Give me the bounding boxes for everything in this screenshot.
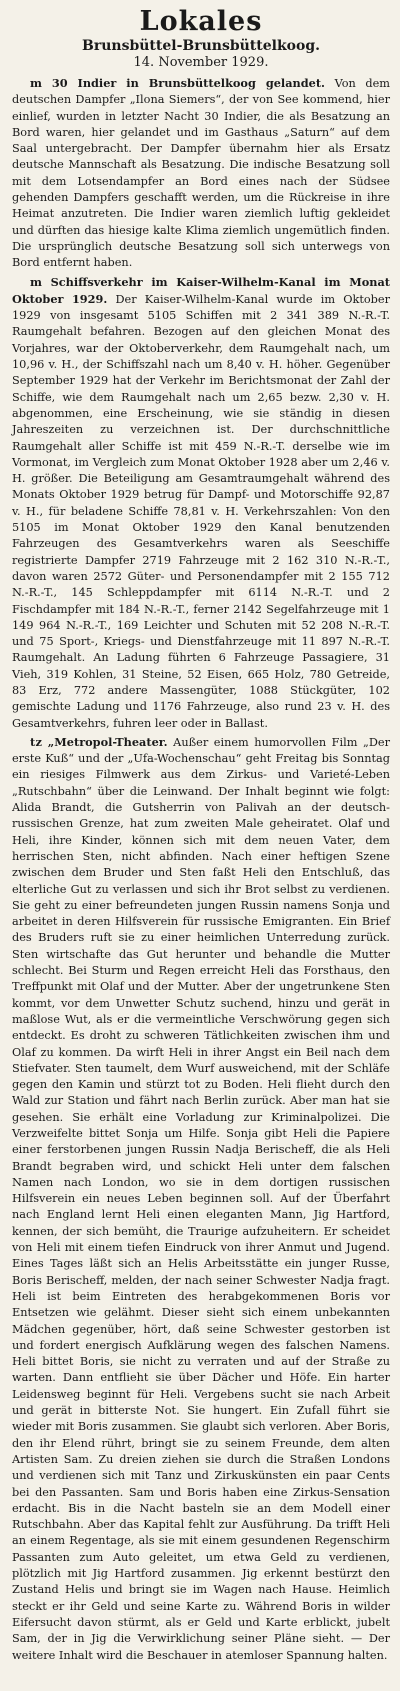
article-body: Der Kaiser-Wilhelm-Kanal wurde im Oktober 1929 von insgesamt 5105 Schiffen mit 2 341 389 N.-R.-T. Raumgehalt befahren. Bezogen auf den gleichen Monat des Vorjahres, war der Oktoberverkehr, dem Raumgehalt nach, um 10,96 v. H., der Schiffszahl nach um 8,40 v. H. höher. Gegenüber September 1929 hat der Verkehr im Berichtsmonat der Zahl der Schiffe, wie dem Raumgehalt nach um 2,65 bezw. 2,30 v. H. abgenommen, eine Erscheinung, wie sie ständig in diesen Jahreszeiten zu verzeichnen ist. Der durchschnittliche Raumgehalt aller Schiffe ist mit 459 N.-R.-T. derselbe wie im Vormonat, im Vergleich zum Monat Oktober 1928 aber um 2,46 v. H. größer. Die Beteiligung am Gesamtraumgehalt während des Monats Oktober 1929 betrug für Dampf- und Motorschiffe 92,87 v. H., für beladene Schiffe 78,81 v. H. Verkehrszahlen: Von den 5105 im Monat Oktober 1929 den Kanal benutzenden Fahrzeugen des Gesamtverkehrs waren als Seeschiffe registrierte Dampfer 2719 Fahrzeuge mit 2 162 310 N.-R.-T., davon waren 2572 Güter- und Personendampfer mit 2 155 712 N.-R.-T., 145 Schleppdampfer mit 6114 N.-R.-T. und 2 Fischdampfer mit 184 N.-R.-T., ferner 2142 Segelfahrzeuge mit 1 149 964 N.-R.-T., 169 Leichter und Schuten mit 52 208 N.-R.-T. und 75 Sport-, Kriegs- und Dienstfahrzeuge mit 11 897 N.-R.-T. Raumgehalt. An Ladung führten 6 Fahrzeuge Passagiere, 31 Vieh, 319 Kohlen, 31 Steine, 52 Eisen, 665 Holz, 780 Getreide, 83 Erz, 772 andere Massengüter, 1088 Stückgüter, 102 gemischte Ladung und 1176 Fahrzeuge, also rund 23 v. H. des Gesamtverkehrs, fuhren leer oder in Ballast. xyxy=(12,292,390,730)
issue-date: 14. November 1929. xyxy=(133,55,269,70)
article-marker: tz xyxy=(30,734,43,749)
article-marker: m xyxy=(30,76,43,90)
article-marker: m xyxy=(30,274,43,289)
article-metropol-theater xyxy=(12,734,390,1664)
article-body: Außer einem humorvollen Film „Der erste Kuß“ und der „Ufa-Wochenschau“ geht Freitag bis Sonntag ein riesiges Filmwerk aus dem Zirkus- und Varieté-Leben „Rutschbahn“ über die Leinwand. Der Inhalt beginnt wie folgt: Alida Brandt, die Gutsherrin von Palivah an der deutsch-russischen Grenze, hat zum zweiten Male geheiratet. Olaf und Heli, ihre Kinder, können sich mit dem neuen Vater, dem herrischen Sten, nicht abfinden. Nach einer heftigen Szene zwischen dem Bruder und Sten faßt Heli den Entschluß, das elterliche Gut zu verlassen und sich ihr Brot selbst zu verdienen. Sie geht zu einer befreundeten jungen Russin namens Sonja und arbeitet in deren Hilfsverein für russische Emigranten. Ein Brief des Bruders ruft sie zu einer heimlichen Unterredung zurück. Sten wirtschafte das Gut herunter und behandle die Mutter schlecht. Bei Sturm und Regen erreicht Heli das Forsthaus, den Treffpunkt mit Olaf und der Mutter. Aber der ungetrunkene Sten kommt, vor dem Unwetter Schutz suchend, hinzu und gerät in maßlose Wut, als er die vermeintliche Verschwörung gegen sich entdeckt. Es droht zu schweren Tätlichkeiten zwischen ihm und Olaf zu kommen. Da wirft Heli in ihrer Angst ein Beil nach dem Stiefvater. Sten taumelt, dem Wurf ausweichend, mit der Schläfe gegen den Kamin und stürzt tot zu Boden. Heli flieht durch den Wald zur Station und fährt nach Berlin zurück. Aber man hat sie gesehen. Sie erhält eine Vorladung zur Kriminalpolizei. Die Verzweifelte bittet Sonja um Hilfe. Sonja gibt Heli die Papiere einer ferstorbenen jungen Russin Nadja Berischeff, die als Heli Brandt begraben wird, und schickt Heli unter dem falschen Namen nach London, wo sie in dem dortigen russischen Hilfsverein ein neues Leben beginnen soll. Auf der Überfahrt nach England lernt Heli einen eleganten Mann, Jig Hartford, kennen, der sich bemüht, die Traurige aufzuheitern. Er scheidet von Heli mit einem tiefen Eindruck von ihrer Anmut und Jugend. Eines Tages läßt sich an Helis Arbeitsstätte ein junger Russe, Boris Berischeff, melden, der nach seiner Schwester Nadja fragt. Heli ist beim Eintreten des herabgekommenen Boris vor Entsetzen wie gelähmt. Dieser sieht sich einem unbekannten Mädchen gegenüber, hört, daß seine Schwester gestorben ist und fordert energisch Aufklärung wegen des falschen Namens. Heli bittet Boris, sie nicht zu verraten und auf der Straße zu warten. Dann entflieht sie über Dächer und Höfe. Ein harter Leidensweg beginnt für Heli. Vergebens sucht sie nach Arbeit und gerät in bitterste Not. Sie hungert. Ein Zufall führt sie wieder mit Boris zusammen. Sie glaubt sich verloren. Aber Boris, den ihr Elend rührt, bringt sie zu seinem Freunde, dem alten Artisten Sam. Zu dreien ziehen sie durch die Straßen Londons und verdienen sich mit Tanz und Zirkuskünsten ein paar Cents bei den Passanten. Sam und Boris haben eine Zirkus-Sensation erdacht. Bis in die Nacht basteln sie an dem Modell einer Rutschbahn. Aber das Kapital fehlt zur Ausführung. Da trifft Heli an einem Regentage, als sie mit einem gesundenen Regenschirm Passanten zum Auto geleitet, um etwa Geld zu verdienen, plötzlich mit Jig Hartford zusammen. Jig erkennt bestürzt den Zustand Helis und bringt sie im Wagen nach Hause. Heimlich steckt er ihr Geld und seine Karte zu. Während Boris in wilder Eifersucht davon stürmt, als er Geld und Karte erblickt, jubelt Sam, der in Jig die Verwirklichung seiner Pläne sieht. — Der weitere Inhalt wird die Beschauer in atemloser Spannung halten. xyxy=(12,735,390,1662)
article-lead: 30 Indier in Brunsbüttelkoog gelandet. xyxy=(51,76,325,90)
dateline: Brunsbüttel-Brunsbüttelkoog. xyxy=(82,38,320,54)
article-canal-traffic xyxy=(12,274,390,732)
article-lead: „Metropol-Theater. xyxy=(47,734,168,749)
article-body: Von dem deutschen Dampfer „Ilona Siemers“, der von See kommend, hier einlief, wurden in letzter Nacht 30 Indier, die als Besatzung an Bord waren, hier gelandet und im Gasthaus „Saturn“ auf dem Saal untergebracht. Der Dampfer übernahm hier als Ersatz deutsche Mannschaft als Besatzung. Die indische Besatzung soll mit dem Lotsendampfer an Bord eines nach der Südsee gehenden Dampfers geschafft werden, um die Rückreise in ihre Heimat anzutreten. Die Indier waren ziemlich luftig gekleidet und dürften das hiesige kalte Klima ziemlich ungemütlich finden. Die ursprünglich deutsche Besatzung soll sich unterwegs von Bord entfernt haben. xyxy=(12,77,391,270)
article-lead: Schiffsverkehr im Kaiser-Wilhelm-Kanal im Monat Oktober 1929. xyxy=(12,274,390,306)
article-indier-landed xyxy=(12,75,390,272)
section-title: Lokales xyxy=(139,6,263,37)
